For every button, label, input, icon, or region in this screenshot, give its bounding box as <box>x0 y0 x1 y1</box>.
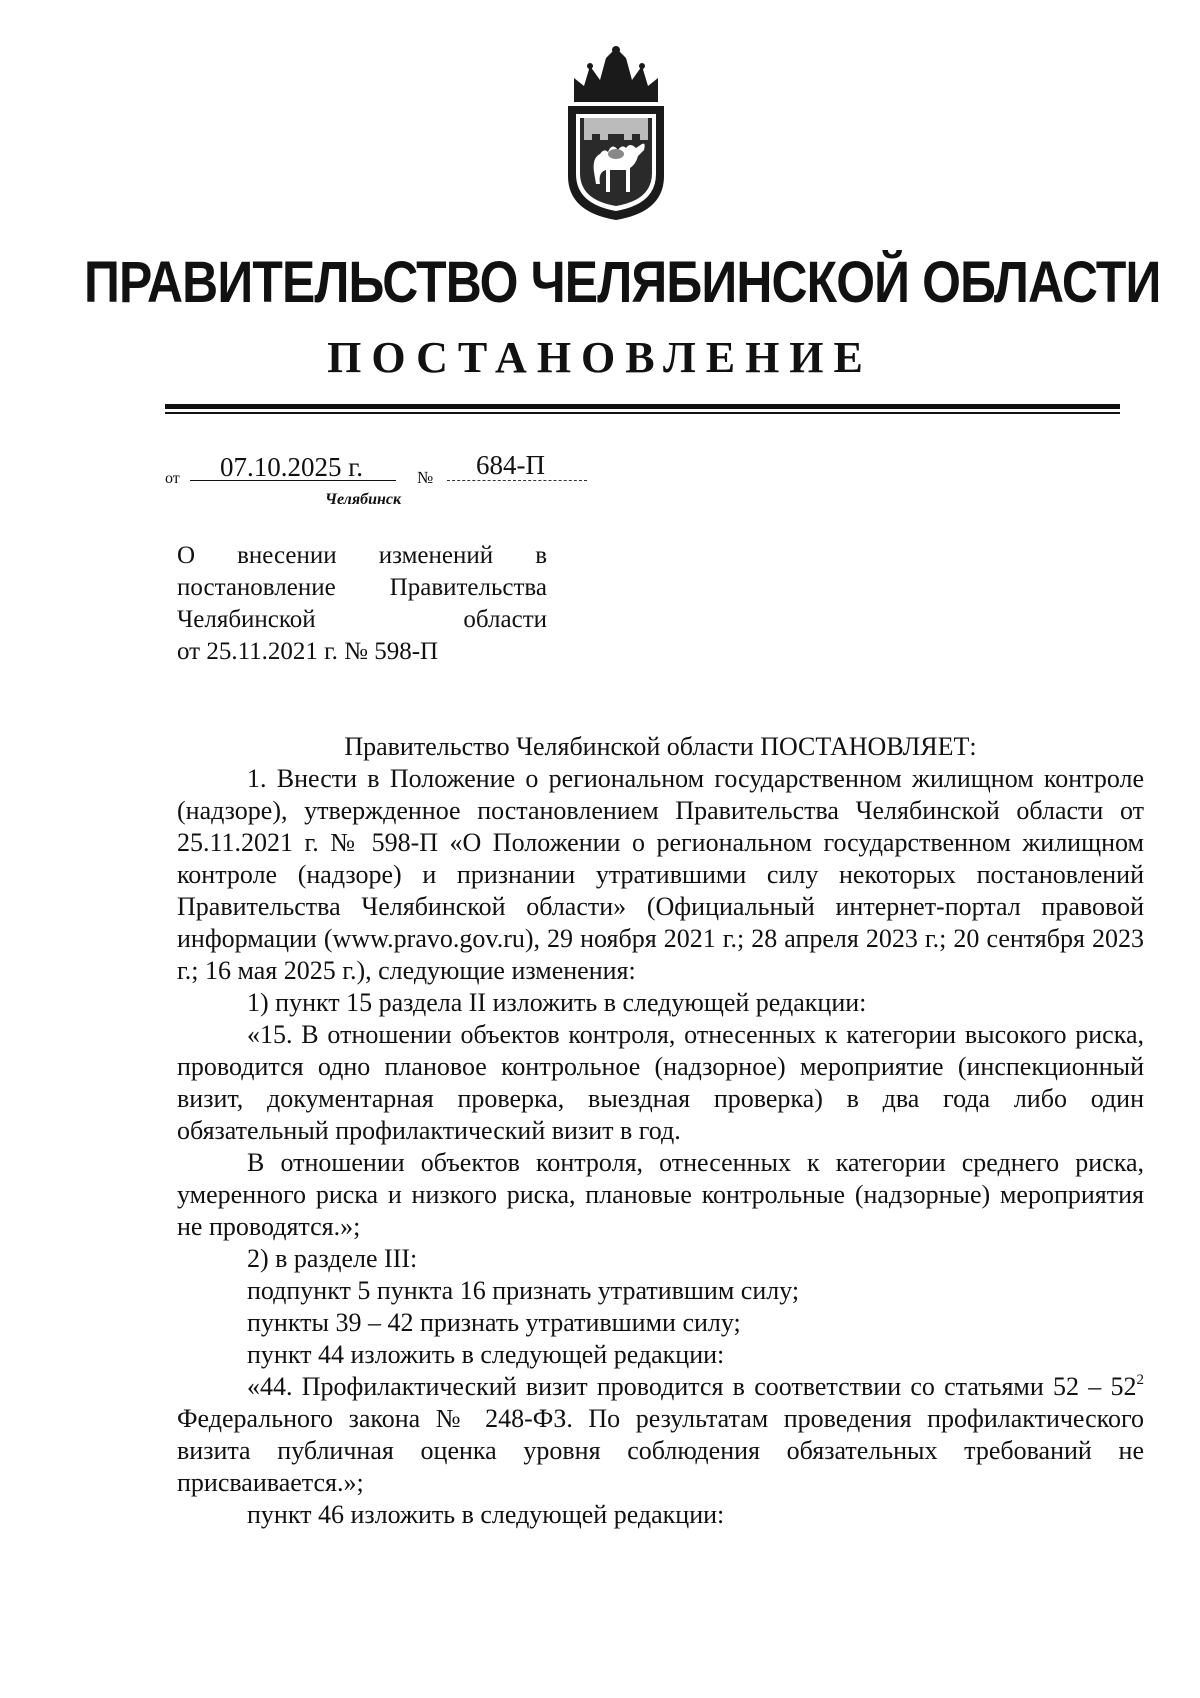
superscript: 2 <box>1136 1372 1144 1388</box>
resolution-intro: Правительство Челябинской области ПОСТАНОВЛЯЕТ: <box>344 732 977 761</box>
number-underline <box>447 480 587 481</box>
header-rule-thick <box>165 404 1120 409</box>
paragraph: В отношении объектов контроля, отнесенных к категории среднего риска, умеренного риска и низкого риска, плановые контрольные (надзорные) мероприятия не проводятся.»; <box>177 1148 1144 1241</box>
paragraph: пункты 39 – 42 признать утратившими силу; <box>247 1308 741 1337</box>
document-subject <box>177 540 547 668</box>
date-label: от <box>165 470 180 487</box>
document-body <box>177 731 1144 1531</box>
document-type-title: ПОСТАНОВЛЕНИЕ <box>327 333 873 382</box>
paragraph: пункт 44 изложить в следующей редакции: <box>247 1340 725 1369</box>
paragraph: подпункт 5 пункта 16 признать утратившим силу; <box>247 1276 800 1305</box>
city-label: Челябинск <box>325 491 402 508</box>
subject-line: от 25.11.2021 г. № 598-П <box>177 638 439 665</box>
paragraph: 1) пункт 15 раздела II изложить в следующей редакции: <box>247 988 867 1017</box>
paragraph: 2) в разделе III: <box>247 1244 418 1273</box>
paragraph: 1. Внести в Положение о региональном государственном жилищном контроле (надзоре), утвержденное постановлением Правительства Челябинской области от 25.11.2021 г. № 598-П «О Положении о региональном государственном жилищном контроле (надзоре) и признании утратившими силу некоторых постановлений Правительства Челябинской области» (Официальный интернет-портал правовой информации (www.pravo.gov.ru), 29 ноября 2021 г.; 28 апреля 2023 г.; 20 сентября 2023 г.; 16 мая 2025 г.), следующие изменения: <box>177 764 1144 985</box>
paragraph: «15. В отношении объектов контроля, отнесенных к категории высокого риска, проводится одно плановое контрольное (надзорное) мероприятие (инспекционный визит, документарная проверка, выездная проверка) в два года либо один обязательный профилактический визит в год. <box>177 1020 1144 1145</box>
coat-of-arms-icon <box>560 44 672 224</box>
paragraph-44-text-rest: Федерального закона № 248-ФЗ. По результатам проведения профилактического визита публичная оценка уровня соблюдения обязательных требований не присваивается.»; <box>177 1404 1144 1497</box>
paragraph: пункт 46 изложить в следующей редакции: <box>247 1500 725 1529</box>
paragraph-44 <box>177 1371 1144 1499</box>
subject-line: Челябинской области <box>177 606 547 633</box>
document-date: 07.10.2025 г. <box>220 452 364 482</box>
paragraph-44-text: «44. Профилактический визит проводится в соответствии со статьями 52 – 52 <box>247 1372 1137 1401</box>
subject-line: постановление Правительства <box>177 574 547 601</box>
organization-title: ПРАВИТЕЛЬСТВО ЧЕЛЯБИНСКОЙ ОБЛАСТИ <box>84 250 1161 315</box>
header-rule-thin <box>165 412 1120 414</box>
document-number: 684-П <box>476 450 545 480</box>
number-label: № <box>417 468 434 487</box>
subject-line: О внесении изменений в <box>177 542 547 569</box>
